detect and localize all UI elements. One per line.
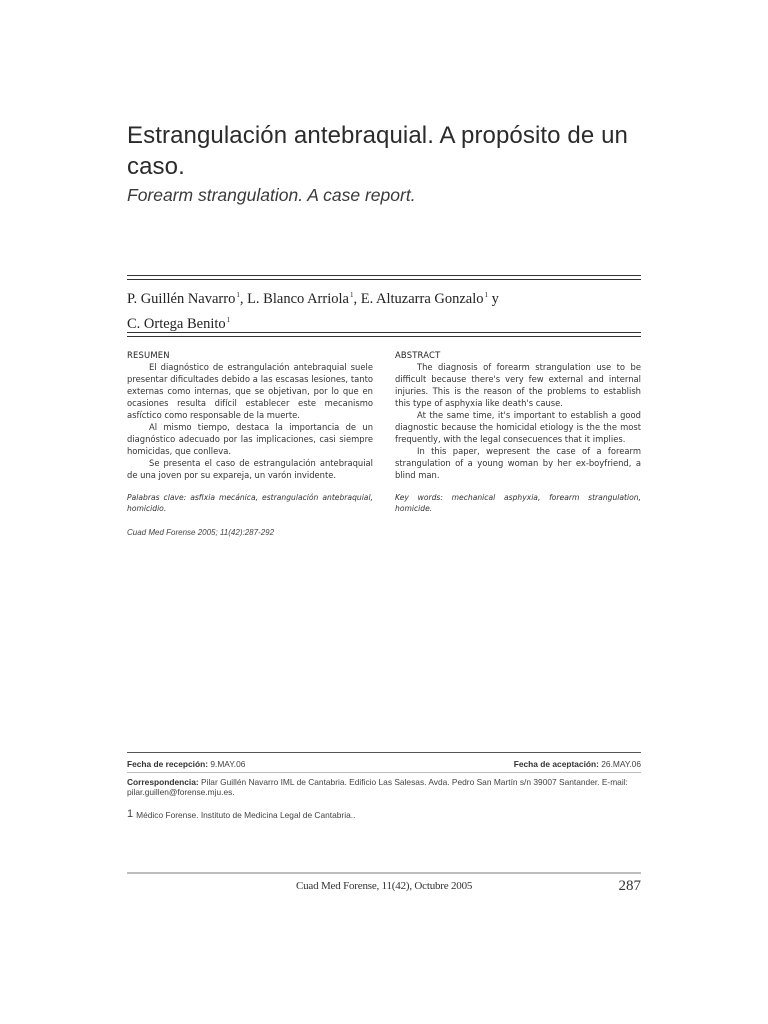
article-title-english: Forearm strangulation. A case report. bbox=[127, 185, 416, 205]
abstract-paragraph: The diagnosis of forearm strangulation use to be difficult because there's very few external and internal injuries. This is the reason of the problems to establish this type of asphyxia like death's cause. bbox=[395, 362, 641, 408]
running-footer-journal: Cuad Med Forense, 11(42), Octubre 2005 bbox=[296, 880, 473, 892]
footnote-text: Médico Forense. Instituto de Medicina Legal de Cantabria.. bbox=[136, 810, 356, 820]
author-list bbox=[127, 285, 641, 335]
author-affiliation-mark: 1 bbox=[484, 291, 489, 299]
resumen-heading: RESUMEN bbox=[127, 350, 170, 360]
correspondence-text: Pilar Guillén Navarro IML de Cantabria. Edificio Las Salesas. Avda. Pedro San Martín s/n 39007 Santander. E-mail: pilar.guillen@forense.mju.es. bbox=[127, 777, 628, 797]
resumen-paragraph: Se presenta el caso de estrangulación antebraquial de una joven por su expareja, un varón invidente. bbox=[127, 458, 373, 480]
accepted-value: 26.MAY.06 bbox=[601, 759, 641, 769]
citation: Cuad Med Forense 2005; 11(42):287-292 bbox=[127, 528, 275, 537]
author-name: E. Altuzarra Gonzalo bbox=[360, 291, 484, 307]
received-date bbox=[127, 759, 245, 769]
authors-top-rule bbox=[127, 275, 641, 280]
author-affiliation-mark: 1 bbox=[226, 316, 231, 324]
author-affiliation-mark: 1 bbox=[236, 291, 240, 299]
author-affiliation-mark: 1 bbox=[349, 291, 354, 299]
footer-rule bbox=[127, 872, 641, 874]
abstract-column bbox=[395, 349, 641, 514]
footnote-number: 1 bbox=[127, 808, 134, 820]
resumen-paragraph: El diagnóstico de estrangulación antebraquial suele presentar dificultades debido a las escasas lesiones, tanto externas como internas, que se objetivan, por lo que en ocasiones resulta difícil establecer este mecanismo asfíctico como responsable de la muerte. bbox=[127, 362, 373, 420]
author-separator: , bbox=[353, 291, 361, 307]
dates-divider bbox=[127, 772, 641, 773]
affiliation-footnote bbox=[127, 809, 641, 820]
correspondence bbox=[127, 777, 641, 797]
resumen-paragraph: Al mismo tiempo, destaca la importancia de un diagnóstico adecuado por las implicaciones, casi siempre homicidas, que conlleva. bbox=[127, 422, 373, 456]
article-title-spanish: Estrangulación antebraquial. A propósito de un caso. bbox=[127, 122, 628, 180]
author-separator: , bbox=[239, 291, 248, 307]
received-label: Fecha de recepción: bbox=[127, 759, 208, 769]
author-name: C. Ortega Benito bbox=[127, 316, 226, 332]
key-words: Key words: mechanical asphyxia, forearm strangulation, homicide. bbox=[395, 493, 641, 513]
author-name: P. Guillén Navarro bbox=[127, 291, 236, 307]
palabras-clave: Palabras clave: asfixia mecánica, estrangulación antebraquial, homicidio. bbox=[127, 493, 373, 513]
accepted-label: Fecha de aceptación: bbox=[513, 759, 599, 769]
dates-rule bbox=[127, 752, 641, 753]
abstract-heading: ABSTRACT bbox=[395, 350, 441, 360]
author-separator: y bbox=[488, 291, 499, 307]
abstract-paragraph: At the same time, it's important to establish a good diagnostic because the homicidal etiology is the the most frequently, with the legal consecuences that it implies. bbox=[395, 410, 641, 444]
authors-bottom-rule bbox=[127, 332, 641, 337]
author-name: L. Blanco Arriola bbox=[247, 291, 349, 307]
dates-line bbox=[127, 759, 641, 769]
received-value: 9.MAY.06 bbox=[210, 759, 246, 769]
accepted-date bbox=[514, 759, 641, 769]
correspondence-label: Correspondencia: bbox=[127, 777, 199, 787]
page-number: 287 bbox=[618, 878, 641, 894]
resumen-column bbox=[127, 349, 373, 539]
abstract-paragraph: In this paper, wepresent the case of a forearm strangulation of a young woman by her ex-boyfriend, a blind man. bbox=[395, 446, 641, 480]
